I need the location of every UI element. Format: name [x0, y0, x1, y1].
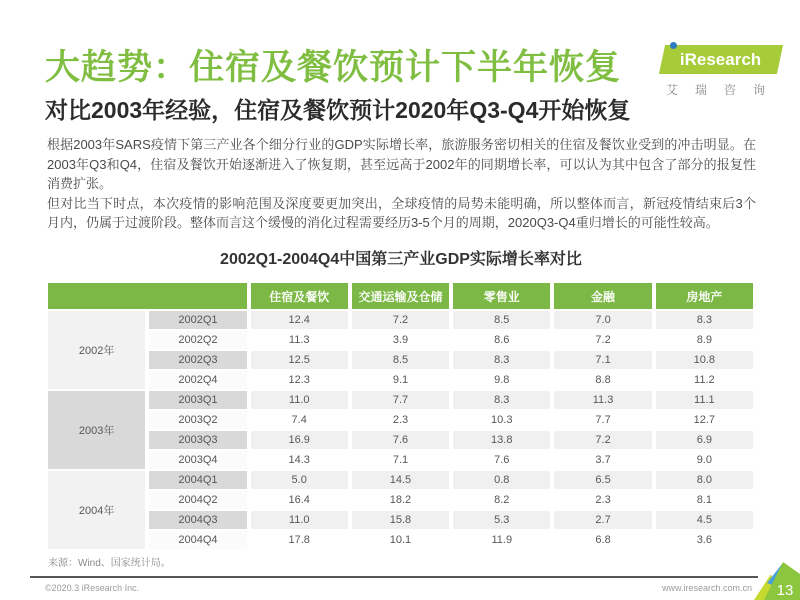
table-title: 2002Q1-2004Q4中国第三产业GDP实际增长率对比 — [220, 251, 582, 268]
value-cell: 11.0 — [251, 511, 348, 529]
quarter-cell: 2004Q1 — [149, 471, 246, 489]
value-cell: 10.1 — [352, 531, 449, 549]
value-cell: 7.6 — [352, 431, 449, 449]
gdp-table — [44, 281, 757, 551]
column-header-retail: 零售业 — [453, 283, 550, 309]
value-cell: 14.3 — [251, 451, 348, 469]
value-cell: 3.7 — [554, 451, 651, 469]
logo-brand-chinese: 艾瑞咨询 — [666, 83, 783, 97]
source-note: 来源：Wind、国家统计局。 — [48, 558, 171, 569]
footer-copyright: ©2020.3 iResearch Inc. — [45, 583, 140, 593]
table-row — [48, 351, 753, 369]
value-cell: 8.2 — [453, 491, 550, 509]
quarter-cell: 2002Q2 — [149, 331, 246, 349]
value-cell: 12.5 — [251, 351, 348, 369]
table-row — [48, 331, 753, 349]
table-row — [48, 511, 753, 529]
quarter-cell: 2003Q3 — [149, 431, 246, 449]
value-cell: 8.3 — [656, 311, 753, 329]
value-cell: 18.2 — [352, 491, 449, 509]
value-cell: 11.2 — [656, 371, 753, 389]
value-cell: 5.3 — [453, 511, 550, 529]
value-cell: 8.3 — [453, 391, 550, 409]
page-number-badge — [754, 562, 800, 600]
iresearch-logo — [662, 45, 783, 98]
table-row — [48, 391, 753, 409]
body-text — [47, 135, 756, 233]
value-cell: 9.1 — [352, 371, 449, 389]
value-cell: 8.1 — [656, 491, 753, 509]
table-row — [48, 451, 753, 469]
value-cell: 8.0 — [656, 471, 753, 489]
value-cell: 3.6 — [656, 531, 753, 549]
paragraph-1: 根据2003年SARS疫情下第三产业各个细分行业的GDP实际增长率，旅游服务密切相关的住宿及餐饮业受到的冲击明显。在2003年Q3和Q4，住宿及餐饮开始逐渐进入了恢复期，甚至远高于2002年的同期增长率，可以认为其中包含了部分的报复性消费扩张。 — [47, 137, 756, 191]
table-row — [48, 311, 753, 329]
table-header-row — [48, 283, 753, 309]
value-cell: 7.2 — [352, 311, 449, 329]
value-cell: 3.9 — [352, 331, 449, 349]
value-cell: 8.9 — [656, 331, 753, 349]
logo-parallelogram — [659, 45, 783, 74]
value-cell: 11.0 — [251, 391, 348, 409]
quarter-cell: 2004Q2 — [149, 491, 246, 509]
quarter-cell: 2002Q3 — [149, 351, 246, 369]
value-cell: 17.8 — [251, 531, 348, 549]
value-cell: 16.9 — [251, 431, 348, 449]
value-cell: 0.8 — [453, 471, 550, 489]
value-cell: 11.9 — [453, 531, 550, 549]
value-cell: 16.4 — [251, 491, 348, 509]
value-cell: 15.8 — [352, 511, 449, 529]
value-cell: 8.5 — [453, 311, 550, 329]
value-cell: 8.5 — [352, 351, 449, 369]
value-cell: 8.8 — [554, 371, 651, 389]
value-cell: 8.6 — [453, 331, 550, 349]
year-cell: 2004年 — [48, 471, 145, 549]
value-cell: 6.8 — [554, 531, 651, 549]
value-cell: 4.5 — [656, 511, 753, 529]
table-row — [48, 371, 753, 389]
paragraph-2: 但对比当下时点，本次疫情的影响范围及深度要更加突出，全球疫情的局势未能明确，所以整体而言，新冠疫情结束后3个月内，仍属于过渡阶段。整体而言这个缓慢的消化过程需要经历3-5个月的周期，2020Q3-Q4重归增长的可能性较高。 — [47, 195, 756, 230]
table-row — [48, 431, 753, 449]
table-row — [48, 531, 753, 549]
value-cell: 2.3 — [554, 491, 651, 509]
value-cell: 7.2 — [554, 431, 651, 449]
value-cell: 7.6 — [453, 451, 550, 469]
value-cell: 10.8 — [656, 351, 753, 369]
quarter-cell: 2003Q1 — [149, 391, 246, 409]
column-header-realestate: 房地产 — [656, 283, 753, 309]
column-header-accommodation: 住宿及餐饮 — [251, 283, 348, 309]
table-row — [48, 471, 753, 489]
quarter-cell: 2002Q1 — [149, 311, 246, 329]
value-cell: 12.3 — [251, 371, 348, 389]
quarter-cell: 2003Q4 — [149, 451, 246, 469]
value-cell: 6.5 — [554, 471, 651, 489]
value-cell: 12.7 — [656, 411, 753, 429]
value-cell: 7.1 — [554, 351, 651, 369]
quarter-cell: 2004Q4 — [149, 531, 246, 549]
value-cell: 6.9 — [656, 431, 753, 449]
quarter-cell: 2002Q4 — [149, 371, 246, 389]
table-row — [48, 411, 753, 429]
quarter-cell: 2004Q3 — [149, 511, 246, 529]
value-cell: 7.7 — [554, 411, 651, 429]
value-cell: 9.0 — [656, 451, 753, 469]
value-cell: 14.5 — [352, 471, 449, 489]
value-cell: 11.3 — [554, 391, 651, 409]
value-cell: 11.1 — [656, 391, 753, 409]
logo-brand-text: iResearch — [680, 49, 762, 69]
table-row — [48, 491, 753, 509]
value-cell: 7.7 — [352, 391, 449, 409]
value-cell: 9.8 — [453, 371, 550, 389]
value-cell: 5.0 — [251, 471, 348, 489]
logo-i-dot-icon — [670, 42, 677, 49]
page-subtitle: 对比2003年经验，住宿及餐饮预计2020年Q3-Q4开始恢复 — [45, 97, 631, 123]
page-title: 大趋势：住宿及餐饮预计下半年恢复 — [45, 48, 622, 87]
value-cell: 7.2 — [554, 331, 651, 349]
value-cell: 8.3 — [453, 351, 550, 369]
value-cell: 10.3 — [453, 411, 550, 429]
value-cell: 11.3 — [251, 331, 348, 349]
value-cell: 2.3 — [352, 411, 449, 429]
column-header-finance: 金融 — [554, 283, 651, 309]
value-cell: 12.4 — [251, 311, 348, 329]
page-number: 13 — [776, 582, 794, 599]
year-cell: 2002年 — [48, 311, 145, 389]
column-header-transport: 交通运输及仓储 — [352, 283, 449, 309]
footer-website-link[interactable]: www.iresearch.com.cn — [661, 583, 752, 593]
year-cell: 2003年 — [48, 391, 145, 469]
value-cell: 13.8 — [453, 431, 550, 449]
table-corner-cell — [48, 283, 247, 309]
value-cell: 2.7 — [554, 511, 651, 529]
value-cell: 7.4 — [251, 411, 348, 429]
value-cell: 7.0 — [554, 311, 651, 329]
footer-divider — [30, 576, 758, 578]
quarter-cell: 2003Q2 — [149, 411, 246, 429]
value-cell: 7.1 — [352, 451, 449, 469]
